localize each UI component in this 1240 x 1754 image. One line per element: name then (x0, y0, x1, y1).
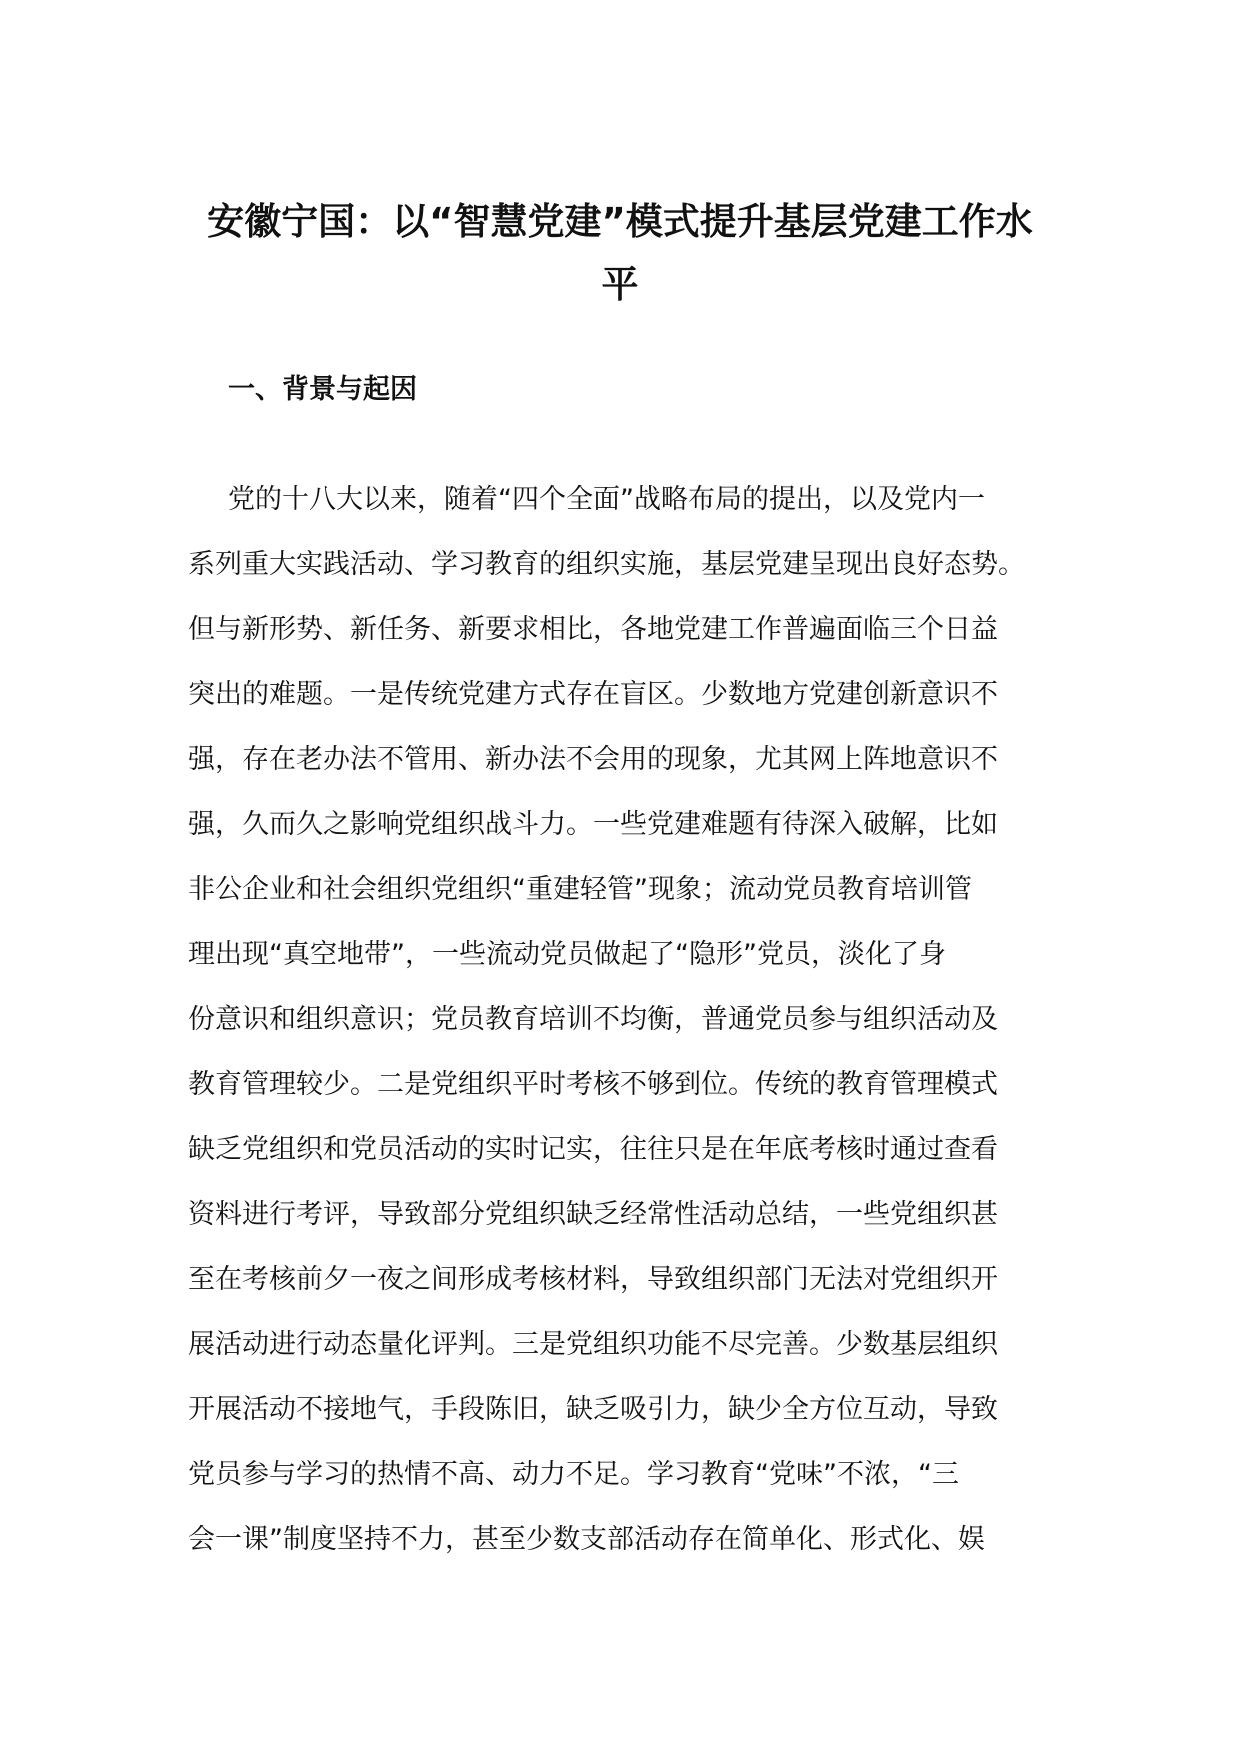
paragraph-line: 理出现“真空地带”，一些流动党员做起了“隐形”党员，淡化了身 (188, 939, 946, 970)
paragraph-line: 强，存在老办法不管用、新办法不会用的现象，尤其网上阵地意识不 (188, 744, 998, 775)
paragraph-line: 强，久而久之影响党组织战斗力。一些党建难题有待深入破解，比如 (188, 809, 998, 840)
paragraph-line: 开展活动不接地气，手段陈旧，缺乏吸引力，缺少全方位互动，导致 (188, 1394, 998, 1425)
paragraph-line: 展活动进行动态量化评判。三是党组织功能不尽完善。少数基层组织 (188, 1329, 998, 1360)
paragraph-line: 党的十八大以来，随着“四个全面”战略布局的提出，以及党内一 (228, 484, 985, 515)
paragraph-line: 党员参与学习的热情不高、动力不足。学习教育“党味”不浓，“三 (188, 1459, 959, 1490)
title-line-2: 平 (601, 263, 639, 306)
paragraph-line: 资料进行考评，导致部分党组织缺乏经常性活动总结，一些党组织甚 (188, 1199, 998, 1230)
document-title (185, 190, 1055, 316)
paragraph-line: 会一课”制度坚持不力，甚至少数支部活动存在简单化、形式化、娱 (188, 1524, 985, 1555)
paragraph-line: 至在考核前夕一夜之间形成考核材料，导致组织部门无法对党组织开 (188, 1264, 998, 1295)
paragraph-line: 系列重大实践活动、学习教育的组织实施，基层党建呈现出良好态势。 (188, 549, 1025, 580)
body-paragraph (188, 467, 1048, 1572)
paragraph-line: 缺乏党组织和党员活动的实时记实，往往只是在年底考核时通过查看 (188, 1134, 998, 1165)
paragraph-line: 教育管理较少。二是党组织平时考核不够到位。传统的教育管理模式 (188, 1069, 998, 1100)
paragraph-line: 份意识和组织意识；党员教育培训不均衡，普通党员参与组织活动及 (188, 1004, 998, 1035)
section-heading: 一、背景与起因 (228, 374, 417, 405)
paragraph-line: 突出的难题。一是传统党建方式存在盲区。少数地方党建创新意识不 (188, 679, 998, 710)
title-line-1: 安徽宁国：以“智慧党建”模式提升基层党建工作水 (207, 200, 1033, 243)
paragraph-line: 但与新形势、新任务、新要求相比，各地党建工作普遍面临三个日益 (188, 614, 998, 645)
paragraph-line: 非公企业和社会组织党组织“重建轻管”现象；流动党员教育培训管 (188, 874, 972, 905)
